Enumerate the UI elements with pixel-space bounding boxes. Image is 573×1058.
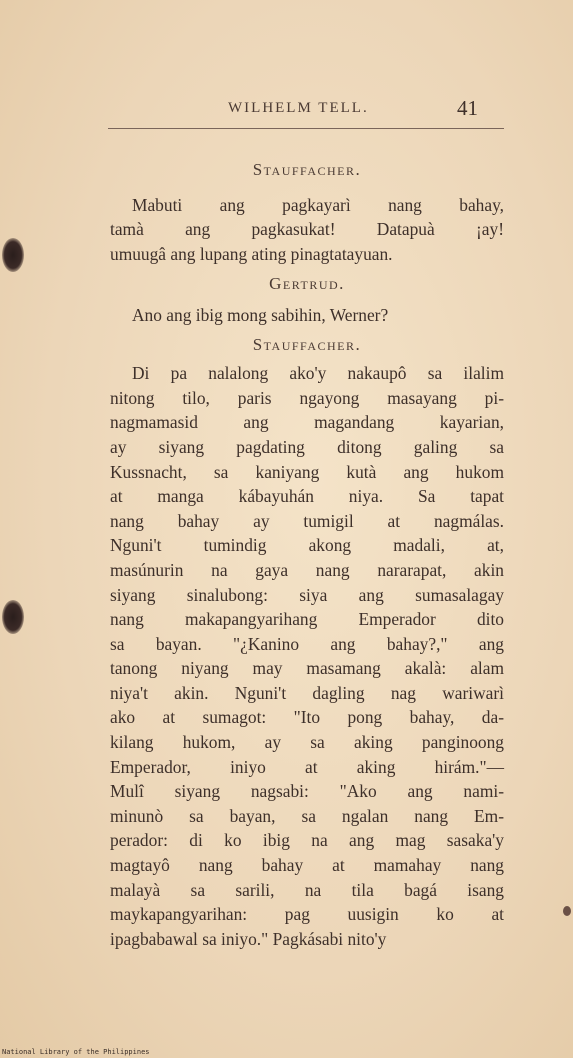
text-line: maykapangyarihan: pag uusigin ko at xyxy=(110,904,504,925)
text-line: nitong tilo, paris ngayong masayang pi- xyxy=(110,387,504,408)
speaker-heading: Gertrud. xyxy=(269,274,345,294)
text-line: Nguni't tumindig akong madali, at, xyxy=(110,535,504,556)
text-line: perador: di ko ibig na ang mag sasaka'y xyxy=(110,830,504,851)
text-line: Kussnacht, sa kaniyang kutà ang hukom xyxy=(110,461,504,482)
page-number: 41 xyxy=(457,96,478,120)
text-line: Ano ang ibig mong sabihin, Werner? xyxy=(132,304,389,325)
text-line: umuugâ ang lupang ating pinagtatayuan. xyxy=(110,243,393,264)
text-line: Mulî siyang nagsabi: "Ako ang nami- xyxy=(110,781,504,802)
page-speck xyxy=(563,906,571,916)
body-text xyxy=(110,158,504,951)
text-line: sa bayan. "¿Kanino ang bahay?," ang xyxy=(110,633,504,654)
text-line: Mabuti ang pagkayarì nang bahay, xyxy=(132,194,504,215)
text-line: minunò sa bayan, sa ngalan nang Em- xyxy=(110,805,504,826)
paragraph xyxy=(110,361,504,951)
text-line: niya't akin. Nguni't dagling nag wariwarì xyxy=(110,682,504,703)
running-head xyxy=(110,98,490,126)
running-head-title: WILHELM TELL. xyxy=(228,100,369,116)
text-line: magtayô nang bahay at mamahay nang xyxy=(110,855,504,876)
text-line: malayà sa sarili, na tila bagá isang xyxy=(110,879,504,900)
text-line: tamà ang pagkasukat! Datapuà ¡ay! xyxy=(110,219,504,240)
binding-hole xyxy=(2,600,24,634)
text-line: kilang hukom, ay sa aking panginoong xyxy=(110,732,504,753)
text-line: masúnurin na gaya nang nararapat, akin xyxy=(110,559,504,580)
speaker-heading: Stauffacher. xyxy=(252,334,362,354)
text-line: ako at sumagot: "Ito pong bahay, da- xyxy=(110,707,504,728)
binding-hole xyxy=(2,238,24,272)
paragraph xyxy=(110,303,504,328)
header-rule xyxy=(108,128,504,129)
text-line: tanong niyang may masamang akalà: alam xyxy=(110,658,504,679)
text-line: Di pa nalalong ako'y nakaupô sa ilalim xyxy=(132,363,504,384)
text-line: ay siyang pagdating ditong galing sa xyxy=(110,436,504,457)
speaker-heading: Stauffacher. xyxy=(252,160,362,179)
text-line: nagmamasid ang magandang kayarian, xyxy=(110,412,504,433)
text-line: siyang sinalubong: siya ang sumasalagay xyxy=(110,584,504,605)
text-line: nang makapangyarihang Emperador dito xyxy=(110,609,504,630)
text-line: nang bahay ay tumigil at nagmálas. xyxy=(110,510,504,531)
library-credit: National Library of the Philippines xyxy=(2,1048,150,1056)
text-line: Emperador, iniyo at aking hirám."— xyxy=(110,756,504,777)
text-line: at manga kábayuhán niya. Sa tapat xyxy=(110,486,504,507)
paragraph xyxy=(110,193,504,267)
text-line: ipagbabawal sa iniyo." Pagkásabi nito'y xyxy=(110,928,387,949)
